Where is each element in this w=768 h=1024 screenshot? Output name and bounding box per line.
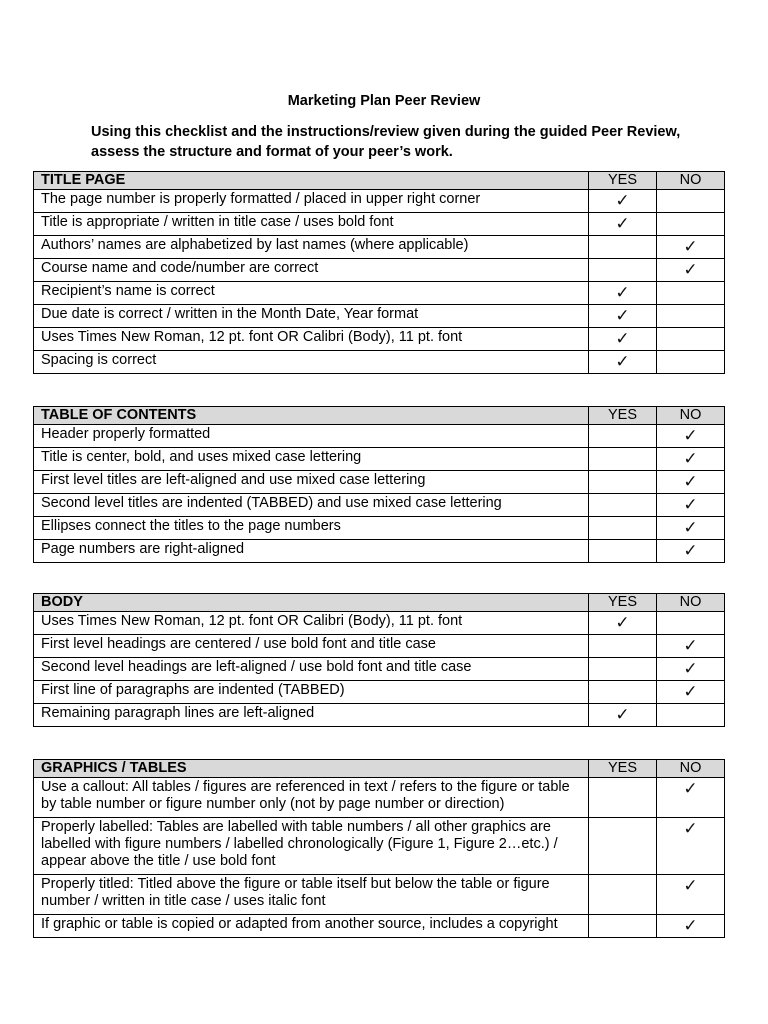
no-cell[interactable]	[657, 635, 725, 658]
no-cell[interactable]	[657, 778, 725, 818]
check-mark-icon: ✓	[683, 260, 698, 279]
yes-cell[interactable]	[589, 658, 657, 681]
no-cell[interactable]	[657, 875, 725, 915]
yes-cell[interactable]	[589, 635, 657, 658]
checklist-item-text: First level titles are left-aligned and use mixed case lettering	[34, 471, 589, 494]
yes-cell[interactable]	[589, 259, 657, 282]
check-mark-icon: ✓	[683, 518, 698, 537]
yes-cell[interactable]	[589, 305, 657, 328]
no-cell[interactable]	[657, 190, 725, 213]
checklist-item-text: Ellipses connect the titles to the page numbers	[34, 517, 589, 540]
checklist-row	[34, 540, 725, 563]
yes-cell[interactable]	[589, 612, 657, 635]
yes-column-header: YES	[589, 594, 657, 612]
checklist-item-text: Spacing is correct	[34, 351, 589, 374]
no-column-header: NO	[657, 407, 725, 425]
check-mark-icon: ✓	[683, 449, 698, 468]
checklist-item-text: First line of paragraphs are indented (TABBED)	[34, 681, 589, 704]
checklist-item-text: Properly titled: Titled above the figure or table itself but below the table or figure number / written in title case / uses italic font	[34, 875, 589, 915]
checklist-item-text: Uses Times New Roman, 12 pt. font OR Calibri (Body), 11 pt. font	[34, 612, 589, 635]
check-mark-icon: ✓	[615, 705, 630, 724]
check-mark-icon: ✓	[615, 283, 630, 302]
check-mark-icon: ✓	[683, 916, 698, 935]
checklist-row	[34, 305, 725, 328]
checklist-row	[34, 448, 725, 471]
no-cell[interactable]	[657, 448, 725, 471]
section-header-row	[34, 407, 725, 425]
yes-cell[interactable]	[589, 517, 657, 540]
no-cell[interactable]	[657, 282, 725, 305]
checklist-row	[34, 612, 725, 635]
checklist-row	[34, 517, 725, 540]
checklist-row	[34, 635, 725, 658]
checklist-row	[34, 704, 725, 727]
yes-cell[interactable]	[589, 681, 657, 704]
no-column-header: NO	[657, 172, 725, 190]
checklist-row	[34, 681, 725, 704]
no-cell[interactable]	[657, 494, 725, 517]
check-mark-icon: ✓	[615, 329, 630, 348]
no-cell[interactable]	[657, 471, 725, 494]
yes-cell[interactable]	[589, 328, 657, 351]
check-mark-icon: ✓	[683, 237, 698, 256]
yes-column-header: YES	[589, 172, 657, 190]
yes-cell[interactable]	[589, 704, 657, 727]
check-mark-icon: ✓	[615, 306, 630, 325]
no-cell[interactable]	[657, 915, 725, 938]
checklist-row	[34, 915, 725, 938]
check-mark-icon: ✓	[615, 352, 630, 371]
graphics-tables-checklist	[33, 759, 725, 938]
title-page-checklist	[33, 171, 725, 374]
check-mark-icon: ✓	[683, 779, 698, 798]
checklist-item-text: Due date is correct / written in the Month Date, Year format	[34, 305, 589, 328]
yes-cell[interactable]	[589, 540, 657, 563]
no-cell[interactable]	[657, 213, 725, 236]
no-cell[interactable]	[657, 236, 725, 259]
checklist-item-text: Title is appropriate / written in title case / uses bold font	[34, 213, 589, 236]
no-column-header: NO	[657, 760, 725, 778]
no-cell[interactable]	[657, 425, 725, 448]
no-cell[interactable]	[657, 658, 725, 681]
no-cell[interactable]	[657, 328, 725, 351]
yes-column-header: YES	[589, 407, 657, 425]
check-mark-icon: ✓	[683, 636, 698, 655]
check-mark-icon: ✓	[683, 682, 698, 701]
section-heading: TABLE OF CONTENTS	[34, 407, 589, 425]
check-mark-icon: ✓	[615, 191, 630, 210]
yes-cell[interactable]	[589, 915, 657, 938]
checklist-row	[34, 658, 725, 681]
table-of-contents-checklist	[33, 406, 725, 563]
yes-cell[interactable]	[589, 213, 657, 236]
check-mark-icon: ✓	[683, 495, 698, 514]
no-cell[interactable]	[657, 259, 725, 282]
checklist-row	[34, 875, 725, 915]
no-cell[interactable]	[657, 818, 725, 875]
yes-cell[interactable]	[589, 494, 657, 517]
check-mark-icon: ✓	[615, 214, 630, 233]
yes-cell[interactable]	[589, 190, 657, 213]
yes-cell[interactable]	[589, 282, 657, 305]
checklist-item-text: Second level titles are indented (TABBED) and use mixed case lettering	[34, 494, 589, 517]
body-checklist	[33, 593, 725, 727]
checklist-item-text: First level headings are centered / use bold font and title case	[34, 635, 589, 658]
checklist-row	[34, 213, 725, 236]
no-column-header: NO	[657, 594, 725, 612]
checklist-row	[34, 351, 725, 374]
checklist-row	[34, 425, 725, 448]
check-mark-icon: ✓	[683, 819, 698, 838]
checklist-item-text: Properly labelled: Tables are labelled with table numbers / all other graphics are labelled with figure numbers / labelled chronologically (Figure 1, Figure 2…etc.) / appear above the title / use bold font	[34, 818, 589, 875]
checklist-item-text: Header properly formatted	[34, 425, 589, 448]
yes-cell[interactable]	[589, 875, 657, 915]
check-mark-icon: ✓	[683, 426, 698, 445]
checklist-item-text: Second level headings are left-aligned / use bold font and title case	[34, 658, 589, 681]
checklist-row	[34, 328, 725, 351]
checklist-row	[34, 236, 725, 259]
no-cell[interactable]	[657, 612, 725, 635]
yes-cell[interactable]	[589, 471, 657, 494]
section-header-row	[34, 172, 725, 190]
check-mark-icon: ✓	[683, 659, 698, 678]
no-cell[interactable]	[657, 351, 725, 374]
no-cell[interactable]	[657, 305, 725, 328]
checklist-item-text: Use a callout: All tables / figures are referenced in text / refers to the figure or table by table number or figure number only (not by page number or direction)	[34, 778, 589, 818]
checklist-row	[34, 818, 725, 875]
checklist-row	[34, 190, 725, 213]
no-cell[interactable]	[657, 517, 725, 540]
section-header-row	[34, 760, 725, 778]
yes-cell[interactable]	[589, 818, 657, 875]
checklist-row	[34, 471, 725, 494]
section-heading: GRAPHICS / TABLES	[34, 760, 589, 778]
section-heading: TITLE PAGE	[34, 172, 589, 190]
checklist-item-text: Uses Times New Roman, 12 pt. font OR Calibri (Body), 11 pt. font	[34, 328, 589, 351]
check-mark-icon: ✓	[615, 613, 630, 632]
no-cell[interactable]	[657, 681, 725, 704]
yes-cell[interactable]	[589, 778, 657, 818]
no-cell[interactable]	[657, 540, 725, 563]
check-mark-icon: ✓	[683, 472, 698, 491]
section-header-row	[34, 594, 725, 612]
checklist-item-text: Recipient’s name is correct	[34, 282, 589, 305]
yes-column-header: YES	[589, 760, 657, 778]
instructions-text: Using this checklist and the instructions/review given during the guided Peer Review, assess the structure and format of your peer’s work.	[91, 124, 681, 160]
check-mark-icon: ✓	[683, 541, 698, 560]
section-heading: BODY	[34, 594, 589, 612]
document-title: Marketing Plan Peer Review	[287, 93, 481, 109]
no-cell[interactable]	[657, 704, 725, 727]
yes-cell[interactable]	[589, 448, 657, 471]
yes-cell[interactable]	[589, 236, 657, 259]
checklist-item-text: Remaining paragraph lines are left-aligned	[34, 704, 589, 727]
checklist-item-text: Course name and code/number are correct	[34, 259, 589, 282]
checklist-row	[34, 282, 725, 305]
checklist-item-text: The page number is properly formatted / placed in upper right corner	[34, 190, 589, 213]
check-mark-icon: ✓	[683, 876, 698, 895]
checklist-item-text: If graphic or table is copied or adapted from another source, includes a copyright	[34, 915, 589, 938]
checklist-item-text: Authors’ names are alphabetized by last names (where applicable)	[34, 236, 589, 259]
yes-cell[interactable]	[589, 351, 657, 374]
checklist-item-text: Page numbers are right-aligned	[34, 540, 589, 563]
checklist-row	[34, 778, 725, 818]
yes-cell[interactable]	[589, 425, 657, 448]
checklist-row	[34, 494, 725, 517]
checklist-item-text: Title is center, bold, and uses mixed case lettering	[34, 448, 589, 471]
checklist-row	[34, 259, 725, 282]
